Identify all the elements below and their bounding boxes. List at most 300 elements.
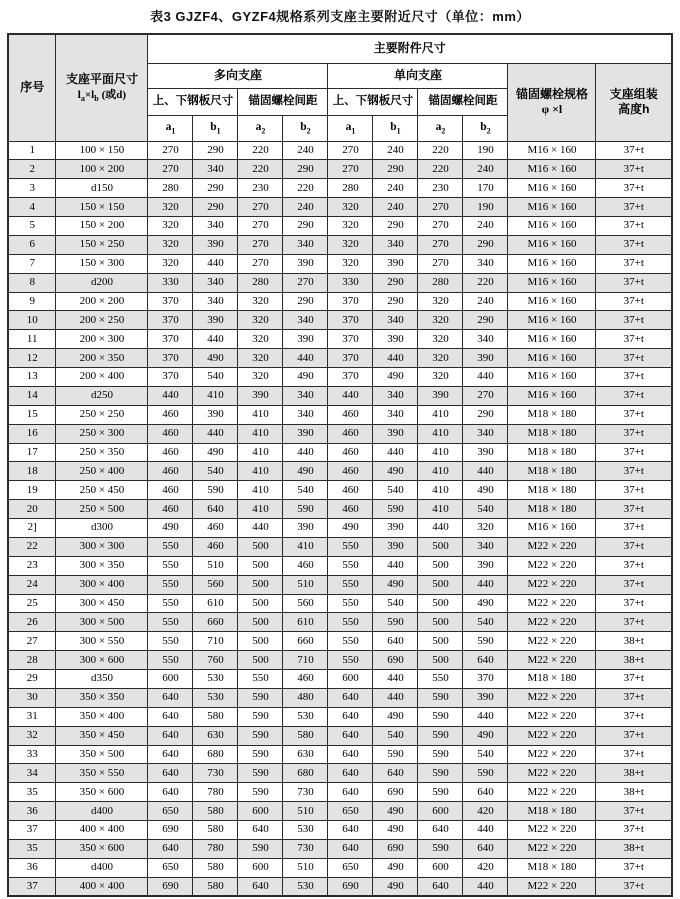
cell-single-b2: 390: [463, 443, 508, 462]
table-row: [8, 821, 672, 840]
cell-single-a2: 320: [418, 349, 463, 368]
cell-single-a1: 460: [328, 481, 373, 500]
cell-no: 18: [8, 462, 56, 481]
cell-multi-a1: 320: [148, 235, 193, 254]
cell-bolt-spec: M22 × 220: [508, 877, 596, 896]
cell-multi-b1: 410: [193, 386, 238, 405]
table-row: [8, 235, 672, 254]
cell-no: 12: [8, 349, 56, 368]
table-row: [8, 556, 672, 575]
cell-bolt-spec: M16 × 160: [508, 519, 596, 538]
cell-assembly-height: 37+t: [596, 575, 672, 594]
cell-multi-a2: 600: [238, 802, 283, 821]
cell-assembly-height: 37+t: [596, 802, 672, 821]
cell-single-b2: 290: [463, 405, 508, 424]
table-row: [8, 481, 672, 500]
cell-single-a1: 280: [328, 179, 373, 198]
cell-single-b1: 690: [373, 651, 418, 670]
cell-multi-b2: 290: [283, 292, 328, 311]
cell-multi-a2: 410: [238, 500, 283, 519]
table-row: [8, 311, 672, 330]
cell-single-a2: 410: [418, 462, 463, 481]
table-row: [8, 651, 672, 670]
cell-plane-size: d250: [56, 386, 148, 405]
cell-single-a2: 500: [418, 613, 463, 632]
cell-single-a1: 460: [328, 405, 373, 424]
cell-plane-size: 250 × 400: [56, 462, 148, 481]
cell-assembly-height: 37+t: [596, 273, 672, 292]
cell-plane-size: 150 × 250: [56, 235, 148, 254]
cell-multi-a1: 330: [148, 273, 193, 292]
cell-assembly-height: 37+t: [596, 311, 672, 330]
cell-bolt-spec: M16 × 160: [508, 179, 596, 198]
cell-single-a1: 640: [328, 707, 373, 726]
cell-single-b2: 440: [463, 368, 508, 387]
cell-single-a1: 640: [328, 726, 373, 745]
table-row: [8, 877, 672, 896]
cell-single-a2: 500: [418, 651, 463, 670]
cell-assembly-height: 37+t: [596, 198, 672, 217]
cell-assembly-height: 37+t: [596, 537, 672, 556]
cell-plane-size: 350 × 550: [56, 764, 148, 783]
cell-single-a2: 320: [418, 330, 463, 349]
cell-bolt-spec: M16 × 160: [508, 292, 596, 311]
cell-multi-b1: 590: [193, 481, 238, 500]
cell-multi-b2: 460: [283, 670, 328, 689]
header-subcol-a2-multi: $a_2$: [238, 115, 283, 141]
table-row: [8, 273, 672, 292]
cell-multi-b1: 580: [193, 858, 238, 877]
cell-single-a2: 280: [418, 273, 463, 292]
cell-multi-a2: 220: [238, 141, 283, 160]
cell-single-b1: 290: [373, 273, 418, 292]
table-row: [8, 594, 672, 613]
cell-plane-size: 300 × 300: [56, 537, 148, 556]
cell-single-a2: 590: [418, 707, 463, 726]
table-row: [8, 783, 672, 802]
cell-multi-b2: 220: [283, 179, 328, 198]
cell-single-a1: 640: [328, 839, 373, 858]
cell-multi-b1: 290: [193, 198, 238, 217]
cell-single-b1: 490: [373, 821, 418, 840]
cell-plane-size: 100 × 200: [56, 160, 148, 179]
cell-single-b1: 440: [373, 349, 418, 368]
cell-assembly-height: 37+t: [596, 160, 672, 179]
cell-assembly-height: 37+t: [596, 141, 672, 160]
cell-multi-a2: 220: [238, 160, 283, 179]
cell-multi-b1: 730: [193, 764, 238, 783]
table-row: [8, 443, 672, 462]
cell-multi-a2: 410: [238, 462, 283, 481]
cell-multi-b1: 630: [193, 726, 238, 745]
cell-single-b1: 490: [373, 368, 418, 387]
cell-no: 11: [8, 330, 56, 349]
table-row: [8, 688, 672, 707]
cell-bolt-spec: M22 × 220: [508, 651, 596, 670]
cell-plane-size: 300 × 600: [56, 651, 148, 670]
header-subcol-a1-single: $a_1$: [328, 115, 373, 141]
header-subcol-b2-multi: $b_2$: [283, 115, 328, 141]
cell-multi-a2: 590: [238, 839, 283, 858]
cell-bolt-spec: M22 × 220: [508, 594, 596, 613]
cell-bolt-spec: M16 × 160: [508, 141, 596, 160]
cell-single-b1: 390: [373, 519, 418, 538]
cell-multi-a2: 270: [238, 254, 283, 273]
cell-single-a2: 500: [418, 594, 463, 613]
table-row: [8, 670, 672, 689]
cell-plane-size: 300 × 550: [56, 632, 148, 651]
cell-single-b2: 420: [463, 802, 508, 821]
cell-multi-b1: 340: [193, 160, 238, 179]
header-multi-plate: 上、下钢板尺寸: [148, 88, 238, 115]
cell-multi-b2: 710: [283, 651, 328, 670]
cell-single-b1: 440: [373, 556, 418, 575]
cell-multi-b2: 390: [283, 519, 328, 538]
cell-single-a1: 460: [328, 424, 373, 443]
cell-multi-b1: 710: [193, 632, 238, 651]
cell-assembly-height: 37+t: [596, 349, 672, 368]
cell-plane-size: 250 × 500: [56, 500, 148, 519]
cell-single-a1: 550: [328, 556, 373, 575]
table-body: [8, 141, 672, 896]
cell-single-a1: 320: [328, 254, 373, 273]
cell-single-b1: 540: [373, 594, 418, 613]
cell-multi-b2: 340: [283, 311, 328, 330]
assembly-height-label-1: 支座组装: [609, 87, 658, 101]
cell-multi-b2: 290: [283, 217, 328, 236]
cell-single-b1: 390: [373, 537, 418, 556]
cell-multi-a2: 280: [238, 273, 283, 292]
cell-single-b1: 590: [373, 745, 418, 764]
cell-multi-b2: 460: [283, 556, 328, 575]
cell-bolt-spec: M18 × 180: [508, 462, 596, 481]
cell-single-a2: 320: [418, 368, 463, 387]
cell-single-a1: 550: [328, 651, 373, 670]
cell-no: 34: [8, 764, 56, 783]
cell-assembly-height: 37+t: [596, 707, 672, 726]
cell-multi-a2: 590: [238, 783, 283, 802]
cell-multi-b1: 660: [193, 613, 238, 632]
cell-single-b1: 340: [373, 235, 418, 254]
cell-multi-b2: 340: [283, 235, 328, 254]
cell-single-a1: 640: [328, 821, 373, 840]
cell-single-b1: 490: [373, 802, 418, 821]
cell-no: 16: [8, 424, 56, 443]
bolt-spec-formula: φ ×l: [541, 102, 563, 116]
cell-multi-a1: 460: [148, 500, 193, 519]
cell-plane-size: d300: [56, 519, 148, 538]
cell-plane-size: d400: [56, 858, 148, 877]
cell-multi-b1: 460: [193, 537, 238, 556]
cell-single-a2: 600: [418, 858, 463, 877]
cell-single-b1: 590: [373, 613, 418, 632]
cell-single-b2: 220: [463, 273, 508, 292]
cell-single-a2: 220: [418, 141, 463, 160]
cell-no: 6: [8, 235, 56, 254]
cell-single-a2: 590: [418, 688, 463, 707]
cell-no: 25: [8, 594, 56, 613]
cell-bolt-spec: M22 × 220: [508, 745, 596, 764]
cell-multi-b1: 560: [193, 575, 238, 594]
cell-multi-a1: 650: [148, 802, 193, 821]
cell-bolt-spec: M16 × 160: [508, 254, 596, 273]
cell-bolt-spec: M18 × 180: [508, 481, 596, 500]
cell-single-a2: 270: [418, 254, 463, 273]
header-multi-bearing: 多向支座: [148, 63, 328, 88]
header-subcol-b2-single: $b_2$: [463, 115, 508, 141]
cell-plane-size: 400 × 400: [56, 877, 148, 896]
cell-plane-size: 300 × 450: [56, 594, 148, 613]
cell-multi-a1: 370: [148, 349, 193, 368]
cell-bolt-spec: M18 × 180: [508, 802, 596, 821]
cell-single-a1: 330: [328, 273, 373, 292]
table-row: [8, 802, 672, 821]
cell-single-b1: 540: [373, 726, 418, 745]
cell-multi-b1: 780: [193, 839, 238, 858]
cell-no: 5: [8, 217, 56, 236]
table-row: [8, 500, 672, 519]
cell-single-a2: 440: [418, 519, 463, 538]
cell-plane-size: 200 × 400: [56, 368, 148, 387]
cell-multi-b2: 390: [283, 424, 328, 443]
cell-single-b2: 390: [463, 556, 508, 575]
cell-no: 17: [8, 443, 56, 462]
cell-single-a2: 270: [418, 198, 463, 217]
cell-no: 33: [8, 745, 56, 764]
cell-assembly-height: 37+t: [596, 292, 672, 311]
cell-multi-a2: 500: [238, 632, 283, 651]
cell-no: 15: [8, 405, 56, 424]
cell-single-a1: 490: [328, 519, 373, 538]
cell-multi-a1: 550: [148, 556, 193, 575]
cell-plane-size: d350: [56, 670, 148, 689]
cell-multi-a2: 410: [238, 443, 283, 462]
cell-multi-b2: 340: [283, 405, 328, 424]
cell-multi-b1: 490: [193, 349, 238, 368]
cell-no: 22: [8, 537, 56, 556]
cell-multi-b1: 440: [193, 330, 238, 349]
cell-single-b2: 420: [463, 858, 508, 877]
cell-multi-a1: 320: [148, 254, 193, 273]
cell-plane-size: 200 × 350: [56, 349, 148, 368]
cell-plane-size: 200 × 200: [56, 292, 148, 311]
cell-multi-a2: 590: [238, 764, 283, 783]
header-single-bolt-spacing: 锚固螺栓间距: [418, 88, 508, 115]
cell-single-b2: 340: [463, 537, 508, 556]
cell-bolt-spec: M16 × 160: [508, 217, 596, 236]
cell-multi-a1: 550: [148, 651, 193, 670]
cell-plane-size: 300 × 500: [56, 613, 148, 632]
cell-bolt-spec: M16 × 160: [508, 330, 596, 349]
cell-multi-b1: 540: [193, 368, 238, 387]
cell-multi-a2: 320: [238, 311, 283, 330]
cell-multi-b2: 580: [283, 726, 328, 745]
cell-plane-size: 200 × 300: [56, 330, 148, 349]
cell-single-a2: 500: [418, 632, 463, 651]
cell-single-a1: 460: [328, 500, 373, 519]
cell-multi-a2: 270: [238, 198, 283, 217]
header-multi-bolt-spacing: 锚固螺栓间距: [238, 88, 328, 115]
cell-single-b2: 540: [463, 500, 508, 519]
table-row: [8, 537, 672, 556]
cell-single-b1: 690: [373, 839, 418, 858]
cell-single-b2: 320: [463, 519, 508, 538]
cell-multi-a2: 320: [238, 330, 283, 349]
cell-multi-b1: 440: [193, 254, 238, 273]
cell-bolt-spec: M22 × 220: [508, 764, 596, 783]
cell-single-a1: 460: [328, 462, 373, 481]
cell-assembly-height: 37+t: [596, 688, 672, 707]
cell-single-a1: 270: [328, 141, 373, 160]
cell-multi-a1: 370: [148, 292, 193, 311]
cell-assembly-height: 37+t: [596, 254, 672, 273]
cell-multi-a2: 500: [238, 575, 283, 594]
cell-multi-b2: 530: [283, 877, 328, 896]
cell-assembly-height: 37+t: [596, 405, 672, 424]
cell-multi-a2: 410: [238, 405, 283, 424]
cell-single-b1: 490: [373, 877, 418, 896]
cell-single-b2: 490: [463, 481, 508, 500]
cell-assembly-height: 37+t: [596, 858, 672, 877]
assembly-height-label-2: 高度h: [618, 102, 650, 116]
cell-single-b1: 590: [373, 500, 418, 519]
cell-multi-a1: 550: [148, 632, 193, 651]
cell-single-a2: 500: [418, 537, 463, 556]
plane-size-formula: $l_a\times l_b$ (或d): [77, 88, 127, 103]
cell-bolt-spec: M16 × 160: [508, 273, 596, 292]
cell-multi-a1: 460: [148, 405, 193, 424]
cell-multi-a2: 590: [238, 707, 283, 726]
cell-single-a2: 500: [418, 575, 463, 594]
cell-plane-size: d150: [56, 179, 148, 198]
cell-no: 10: [8, 311, 56, 330]
cell-single-a2: 410: [418, 500, 463, 519]
cell-assembly-height: 37+t: [596, 519, 672, 538]
cell-single-b1: 340: [373, 386, 418, 405]
cell-single-b1: 690: [373, 783, 418, 802]
cell-multi-a2: 320: [238, 292, 283, 311]
cell-single-a1: 460: [328, 443, 373, 462]
cell-bolt-spec: M18 × 180: [508, 858, 596, 877]
cell-single-b2: 190: [463, 198, 508, 217]
cell-multi-a1: 370: [148, 311, 193, 330]
cell-multi-b1: 580: [193, 877, 238, 896]
cell-single-b2: 240: [463, 217, 508, 236]
cell-multi-a2: 270: [238, 235, 283, 254]
cell-multi-b2: 560: [283, 594, 328, 613]
table-row: [8, 575, 672, 594]
cell-assembly-height: 37+t: [596, 424, 672, 443]
cell-no: 9: [8, 292, 56, 311]
cell-multi-a1: 460: [148, 481, 193, 500]
cell-multi-a1: 440: [148, 386, 193, 405]
table-row: [8, 217, 672, 236]
cell-single-b2: 490: [463, 594, 508, 613]
cell-single-a2: 320: [418, 292, 463, 311]
cell-multi-a2: 550: [238, 670, 283, 689]
cell-assembly-height: 37+t: [596, 386, 672, 405]
cell-multi-b1: 510: [193, 556, 238, 575]
cell-single-a2: 640: [418, 877, 463, 896]
cell-no: 36: [8, 858, 56, 877]
cell-single-a2: 320: [418, 311, 463, 330]
cell-multi-b2: 440: [283, 349, 328, 368]
header-subcol-b1-single: $b_1$: [373, 115, 418, 141]
cell-multi-b2: 390: [283, 254, 328, 273]
cell-single-b1: 340: [373, 311, 418, 330]
cell-single-b2: 340: [463, 424, 508, 443]
cell-single-b2: 340: [463, 254, 508, 273]
header-row-1: [8, 34, 672, 63]
cell-plane-size: 350 × 600: [56, 783, 148, 802]
table-row: [8, 349, 672, 368]
cell-multi-b2: 510: [283, 858, 328, 877]
cell-multi-a1: 650: [148, 858, 193, 877]
cell-multi-b2: 530: [283, 821, 328, 840]
cell-assembly-height: 37+t: [596, 670, 672, 689]
cell-multi-b1: 610: [193, 594, 238, 613]
cell-multi-b1: 290: [193, 179, 238, 198]
cell-assembly-height: 37+t: [596, 330, 672, 349]
cell-multi-a2: 640: [238, 877, 283, 896]
cell-single-b2: 170: [463, 179, 508, 198]
cell-multi-b2: 290: [283, 160, 328, 179]
header-assembly-height: [596, 63, 672, 141]
cell-multi-a1: 490: [148, 519, 193, 538]
cell-single-a2: 590: [418, 764, 463, 783]
cell-single-b1: 640: [373, 632, 418, 651]
cell-plane-size: 200 × 250: [56, 311, 148, 330]
table-row: [8, 424, 672, 443]
cell-single-b1: 290: [373, 292, 418, 311]
cell-assembly-height: 38+t: [596, 632, 672, 651]
cell-no: 14: [8, 386, 56, 405]
cell-multi-b2: 510: [283, 575, 328, 594]
cell-single-b1: 440: [373, 688, 418, 707]
cell-no: 32: [8, 726, 56, 745]
table-header: [8, 34, 672, 141]
cell-multi-a1: 550: [148, 575, 193, 594]
cell-no: 20: [8, 500, 56, 519]
page-title: 表3 GJZF4、GYZF4规格系列支座主要附近尺寸（单位：mm）: [150, 9, 530, 24]
table-row: [8, 368, 672, 387]
cell-single-b1: 390: [373, 254, 418, 273]
cell-single-a2: 270: [418, 217, 463, 236]
cell-no: 37: [8, 821, 56, 840]
plane-size-label: 支座平面尺寸: [65, 71, 138, 86]
cell-assembly-height: 37+t: [596, 726, 672, 745]
cell-bolt-spec: M22 × 220: [508, 707, 596, 726]
cell-assembly-height: 37+t: [596, 217, 672, 236]
cell-multi-a2: 590: [238, 688, 283, 707]
cell-multi-b1: 530: [193, 670, 238, 689]
cell-multi-b1: 490: [193, 443, 238, 462]
table-row: [8, 858, 672, 877]
cell-plane-size: 100 × 150: [56, 141, 148, 160]
cell-single-a1: 370: [328, 349, 373, 368]
header-plane-size: [56, 34, 148, 141]
table-row: [8, 198, 672, 217]
cell-multi-b2: 630: [283, 745, 328, 764]
header-single-bearing: 单向支座: [328, 63, 508, 88]
cell-single-b2: 640: [463, 839, 508, 858]
cell-bolt-spec: M22 × 220: [508, 821, 596, 840]
cell-single-a1: 640: [328, 688, 373, 707]
cell-multi-b2: 610: [283, 613, 328, 632]
cell-single-a2: 410: [418, 481, 463, 500]
cell-single-a1: 690: [328, 877, 373, 896]
cell-single-b2: 240: [463, 160, 508, 179]
